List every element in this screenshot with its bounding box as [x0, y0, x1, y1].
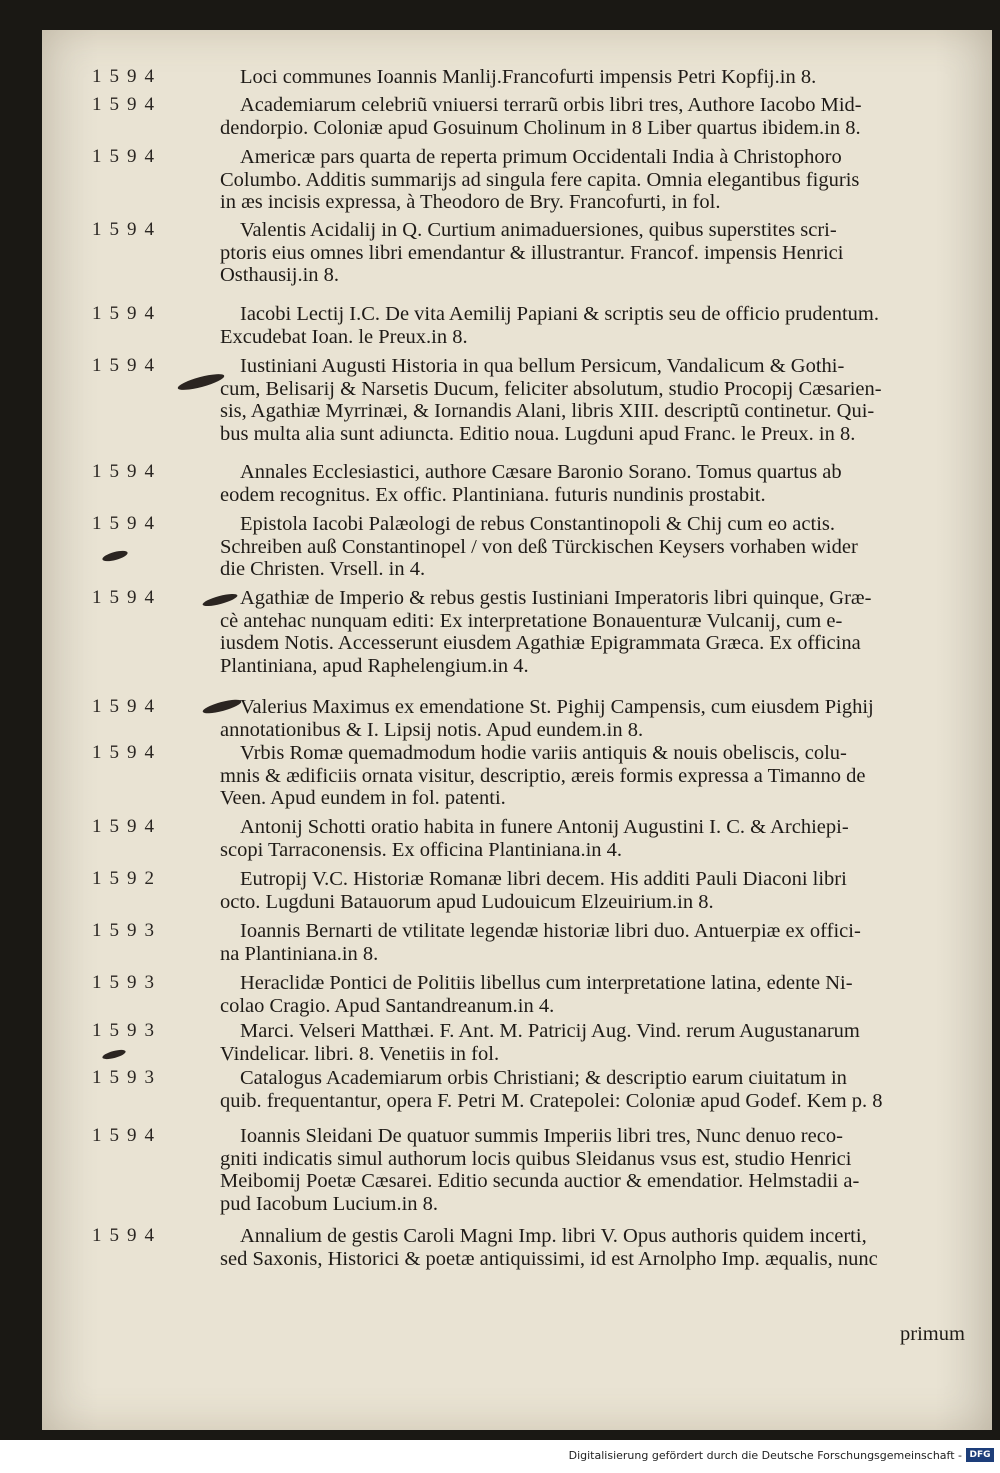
entry-line: die Christen. Vrsell. in 4. — [220, 558, 426, 581]
entry-line: Loci communes Ioannis Manlij.Francofurti impensis Petri Kopfij.in 8. — [240, 66, 817, 88]
entry-year: 1593 — [92, 972, 162, 993]
entry-line: Iacobi Lectij I.C. De vita Aemilij Papiani & scriptis seu de officio prudentum. — [240, 303, 879, 325]
entry-line: ptoris eius omnes libri emendantur & illustrantur. Francof. impensis Henrici — [220, 241, 844, 264]
entry-text — [220, 1125, 946, 1216]
entry-year: 1593 — [92, 1020, 162, 1041]
entry-line: Vindelicar. libri. 8. Venetiis in fol. — [220, 1042, 500, 1065]
ink-mark — [101, 549, 128, 563]
ink-mark — [102, 1048, 127, 1061]
entry-line: pud Iacobum Lucium.in 8. — [220, 1193, 439, 1216]
entry-text — [220, 355, 946, 446]
ink-mark — [202, 591, 239, 608]
entry-line: Veen. Apud eundem in fol. patenti. — [220, 787, 506, 810]
entry-text — [220, 1067, 946, 1112]
entry-line: scopi Tarraconensis. Ex officina Plantiniana.in 4. — [220, 838, 623, 861]
entry-line: Epistola Iacobi Palæologi de rebus Constantinopoli & Chij cum eo actis. — [240, 513, 835, 535]
entry-line: cum, Belisarij & Narsetis Ducum, feliciter absolutum, studio Procopij Cæsarien- — [220, 377, 882, 400]
ink-mark — [202, 697, 243, 716]
entry-line: Iustiniani Augusti Historia in qua bellum Persicum, Vandalicum & Gothi- — [240, 355, 845, 377]
entry-line: Meibomij Poetæ Cæsarei. Editio secunda auctior & emendatior. Helmstadii a- — [220, 1170, 860, 1193]
entry-year: 1594 — [92, 461, 162, 482]
dfg-logo: DFG — [966, 1448, 994, 1462]
entry-line: Osthausij.in 8. — [220, 264, 340, 287]
entry-text — [220, 816, 946, 861]
entry-line: gniti indicatis simul authorum locis quibus Sleidanus vsus est, studio Henrici — [220, 1147, 852, 1170]
entry-year: 1594 — [92, 816, 162, 837]
entry-year: 1594 — [92, 66, 162, 87]
entry-line: sed Saxonis, Historici & poetæ antiquissimi, id est Arnolpho Imp. æqualis, nunc — [220, 1247, 878, 1270]
entry-line: Plantiniana, apud Raphelengium.in 4. — [220, 655, 529, 678]
entry-text — [220, 972, 946, 1017]
entry-line: Heraclidæ Pontici de Politiis libellus cum interpretatione latina, edente Ni- — [240, 972, 853, 994]
entry-line: Marci. Velseri Matthæi. F. Ant. M. Patricij Aug. Vind. rerum Augustanarum — [240, 1020, 860, 1042]
entry-line: Schreiben auß Constantinopel / von deß Türckischen Keysers vorhaben wider — [220, 535, 858, 558]
entry-text — [220, 742, 946, 810]
entry-line: Eutropij V.C. Historiæ Romanæ libri decem. His additi Pauli Diaconi libri — [240, 868, 847, 890]
entry-text — [220, 94, 946, 139]
entry-line: Excudebat Ioan. le Preux.in 8. — [220, 325, 468, 348]
book-page — [42, 30, 992, 1430]
entry-year: 1594 — [92, 742, 162, 763]
entry-line: Americæ pars quarta de reperta primum Occidentali India à Christophoro — [240, 146, 842, 168]
entry-text — [220, 219, 946, 287]
entry-line: sis, Agathiæ Myrrinæi, & Iornandis Alani, libris XIII. descriptũ continetur. Qui- — [220, 400, 875, 423]
entry-year: 1593 — [92, 1067, 162, 1088]
entry-text — [220, 920, 946, 965]
entry-year: 1594 — [92, 219, 162, 240]
entry-text — [220, 1225, 946, 1270]
entry-year: 1594 — [92, 513, 162, 534]
entry-text — [220, 303, 946, 348]
entry-line: Valerius Maximus ex emendatione St. Pighij Campensis, cum eiusdem Pighij — [240, 696, 874, 718]
entry-text — [220, 868, 946, 913]
entry-line: Agathiæ de Imperio & rebus gestis Iustiniani Imperatoris libri quinque, Græ- — [240, 587, 872, 609]
entry-line: Annales Ecclesiastici, authore Cæsare Baronio Sorano. Tomus quartus ab — [240, 461, 842, 483]
entry-year: 1594 — [92, 587, 162, 608]
entry-line: bus multa alia sunt adiuncta. Editio noua. Lugduni apud Franc. le Preux. in 8. — [220, 423, 856, 446]
entry-line: Vrbis Romæ quemadmodum hodie variis antiquis & nouis obeliscis, colu- — [240, 742, 847, 764]
entry-year: 1594 — [92, 94, 162, 115]
entry-year: 1594 — [92, 1225, 162, 1246]
ink-mark — [177, 371, 226, 393]
entry-year: 1594 — [92, 1125, 162, 1146]
entry-line: colao Cragio. Apud Santandreanum.in 4. — [220, 994, 555, 1017]
entry-text — [220, 146, 946, 214]
entry-text — [220, 461, 946, 506]
entry-year: 1594 — [92, 696, 162, 717]
entry-line: Ioannis Sleidani De quatuor summis Imperiis libri tres, Nunc denuo reco- — [240, 1125, 843, 1147]
entry-line: Columbo. Additis summarijs ad singula fere capita. Omnia elegantibus figuris — [220, 168, 860, 191]
catchword: primum — [900, 1323, 965, 1345]
entry-line: Catalogus Academiarum orbis Christiani; & descriptio earum ciuitatum in — [240, 1067, 847, 1089]
funding-notice: Digitalisierung gefördert durch die Deutsche Forschungsgemeinschaft - — [568, 1449, 962, 1462]
entry-line: mnis & ædificiis ornata visitur, descriptio, æreis formis expressa a Timanno de — [220, 764, 866, 787]
entry-text — [220, 513, 946, 581]
entry-line: Antonij Schotti oratio habita in funere Antonij Augustini I. C. & Archiepi- — [240, 816, 849, 838]
entry-text — [220, 1020, 946, 1065]
entry-year: 1592 — [92, 868, 162, 889]
entry-text — [220, 696, 946, 741]
entry-line: in æs incisis expressa, à Theodoro de Bry. Francofurti, in fol. — [220, 191, 721, 214]
entry-line: annotationibus & I. Lipsij notis. Apud eundem.in 8. — [220, 718, 644, 741]
entry-year: 1594 — [92, 146, 162, 167]
entry-line: Academiarum celebriũ vniuersi terrarũ orbis libri tres, Authore Iacobo Mid- — [240, 94, 862, 116]
entry-line: Ioannis Bernarti de vtilitate legendæ historiæ libri duo. Antuerpiæ ex offici- — [240, 920, 861, 942]
entry-line: dendorpio. Coloniæ apud Gosuinum Cholinum in 8 Liber quartus ibidem.in 8. — [220, 116, 861, 139]
entry-line: Valentis Acidalij in Q. Curtium animaduersiones, quibus superstites scri- — [240, 219, 837, 241]
entry-line: iusdem Notis. Accesserunt eiusdem Agathiæ Epigrammata Græca. Ex officina — [220, 632, 861, 655]
entry-text — [220, 587, 946, 678]
entry-line: quib. frequentantur, opera F. Petri M. Cratepolei: Coloniæ apud Godef. Kem p. 8 — [220, 1089, 883, 1112]
entry-line: cè antehac nunquam editi: Ex interpretatione Bonauenturæ Vulcanij, cum e- — [220, 609, 843, 632]
entry-year: 1593 — [92, 920, 162, 941]
entry-year: 1594 — [92, 355, 162, 376]
entry-text — [240, 66, 946, 89]
entry-year: 1594 — [92, 303, 162, 324]
entry-line: Annalium de gestis Caroli Magni Imp. libri V. Opus authoris quidem incerti, — [240, 1225, 867, 1247]
entry-line: octo. Lugduni Batauorum apud Ludouicum Elzeuirium.in 8. — [220, 890, 714, 913]
entry-line: eodem recognitus. Ex offic. Plantiniana. futuris nundinis prostabit. — [220, 483, 766, 506]
entry-line: na Plantiniana.in 8. — [220, 942, 379, 965]
